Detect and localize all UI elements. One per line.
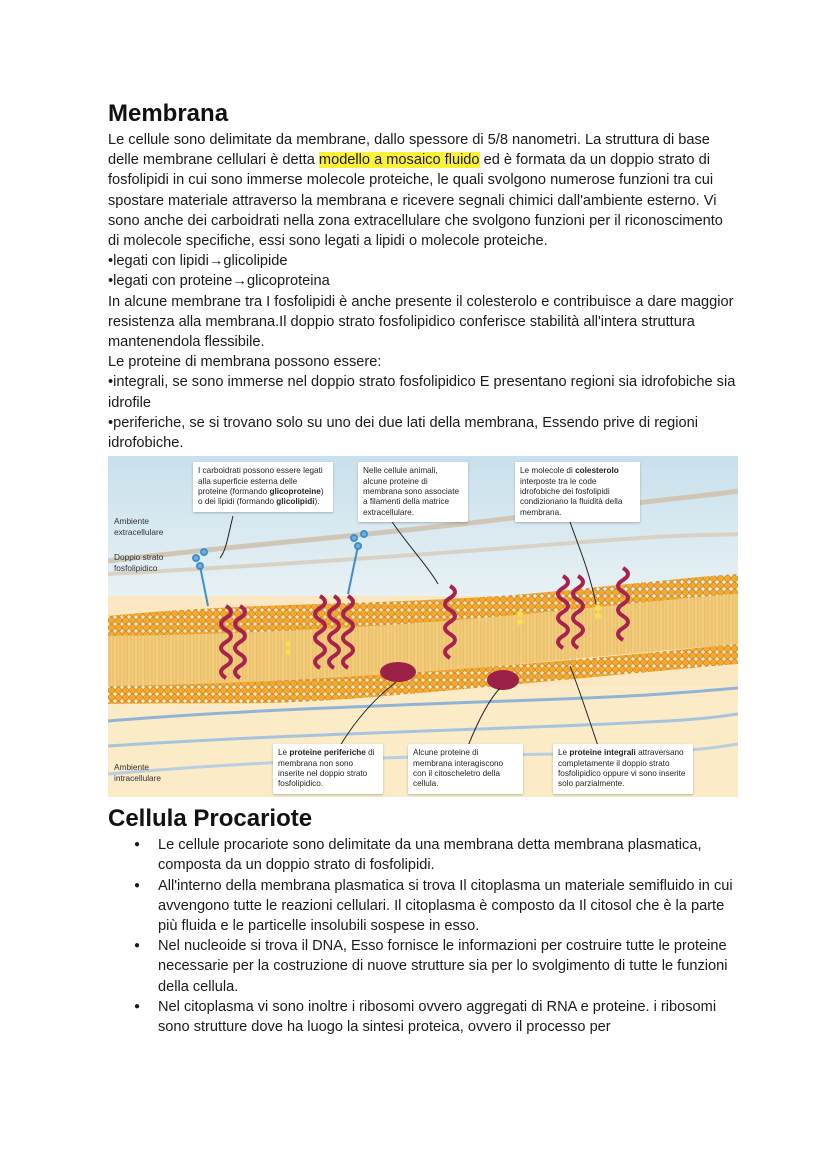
callout-periferiche [273, 744, 383, 794]
line-glicolipide: •legati con lipidi→glicolipide [108, 253, 288, 270]
membrane-diagram [108, 456, 738, 797]
peripheral-protein [487, 670, 519, 690]
callout-text: Le [278, 748, 290, 758]
callout-carboidrati [193, 462, 333, 512]
callout-colesterolo [515, 462, 640, 522]
callout-bold-colesterolo: colesterolo [575, 466, 619, 476]
procariote-bullet-list [108, 835, 738, 1037]
callout-text: attraversano completamente il doppio strato fosfolipidico oppure vi sono inserite solo parzialmente. [558, 748, 686, 789]
callout-text: Le [558, 748, 570, 758]
label-intracellular: Ambiente intracellulare [114, 762, 162, 783]
callout-bold-integrali: proteine integrali [569, 748, 636, 758]
intro-text-end: ed è formata da un doppio strato di fosfolipidi in cui sono immerse molecole proteiche, le quali svolgono numerose funzioni tra cui spostare materiale attraverso la membrana e ricevere segnali chimici dall'ambiente esterno. Vi sono anche dei carboidrati nella zona extracellulare che svolgono funzioni per il riconoscimento di molecole specifiche, essi sono legati a lipidi o molecole proteiche. [108, 152, 723, 250]
integral-protein [315, 596, 353, 668]
document-page [108, 98, 738, 1037]
label-extracellular: Ambiente extracellulare [114, 516, 164, 537]
list-item: ● Nel nucleoide si trova il DNA, Esso fornisce le informazioni per costruire tutte le proteine necessarie per la costruzione di nuove strutture sia per lo svolgimento di tutte le funzioni della cellula. [158, 936, 738, 997]
line-glicoproteina: •legati con proteine→glicoproteina [108, 273, 330, 290]
peripheral-protein [380, 662, 416, 682]
intro-text-start: Le cellule sono delimitate da membrane, dallo spessore di 5/8 nanometri. La struttura di base delle membrane cellulari è detta [108, 132, 710, 169]
callout-text: ). [314, 497, 320, 507]
paragraph-periferiche: •periferiche, se si trovano solo su uno dei due lati della membrana, Essendo prive di regioni idrofobiche. [108, 414, 698, 452]
paragraph-colesterolo: In alcune membrane tra I fosfolipidi è anche presente il colesterolo e contribuisce a dare maggior resistenza alla membrana.Il doppio strato fosfolipidico conferisce stabilità all'intera struttura mantenendola flessibile. [108, 293, 734, 351]
list-item: ● Nel citoplasma vi sono inoltre i ribosomi ovvero aggregati di RNA e proteine. i ribosomi sono strutture dove ha luogo la sintesi proteica, ovvero il processo per [158, 997, 738, 1037]
list-item: ● Le cellule procariote sono delimitate da una membrana detta membrana plasmatica, composta da un doppio strato di fosfolipidi. [158, 835, 738, 875]
paragraph-intro [108, 130, 738, 251]
label-bilayer: Doppio strato fosfolipidico [114, 552, 164, 573]
paragraph-proteine-intro: Le proteine di membrana possono essere: [108, 354, 382, 371]
callout-integrali [553, 744, 693, 794]
callout-text: I carboidrati possono essere legati alla superficie esterna delle proteine (formando [198, 466, 323, 497]
callout-bold-periferiche: proteine periferiche [289, 748, 366, 758]
callout-bold-glicoproteine: glicoproteine [269, 487, 321, 497]
callout-text: di membrana non sono inserite nel doppio strato fosfolipidico. [278, 748, 375, 789]
callout-text: ) o dei lipidi (formando [198, 487, 324, 507]
callout-matrice: Nelle cellule animali, alcune proteine di membrana sono associate a filamenti della matrice extracellulare. [358, 462, 468, 522]
callout-text: Le molecole di [520, 466, 576, 476]
callout-bold-glicolipidi: glicolipidi [276, 497, 315, 507]
callout-text: interposte tra le code idrofobiche dei fosfolipidi condizionano la fluidità della membrana. [520, 476, 623, 517]
highlight-mosaico-fluido: modello a mosaico fluido [318, 152, 480, 169]
list-item: ● All'interno della membrana plasmatica si trova Il citoplasma un materiale semifluido in cui avvengono tutte le reazioni cellulari. Il citoplasma è composto da Il citosol che è la parte più fluida e le particelle insolubili sospese in esso. [158, 876, 738, 937]
callout-citoscheletro: Alcune proteine di membrana interagiscono con il citoscheletro della cellula. [408, 744, 523, 794]
section-title-membrana: Membrana [108, 100, 229, 127]
section-title-procariote: Cellula Procariote [108, 805, 313, 833]
paragraph-integrali: •integrali, se sono immerse nel doppio strato fosfolipidico E presentano regioni sia idrofobiche sia idrofile [108, 374, 736, 411]
